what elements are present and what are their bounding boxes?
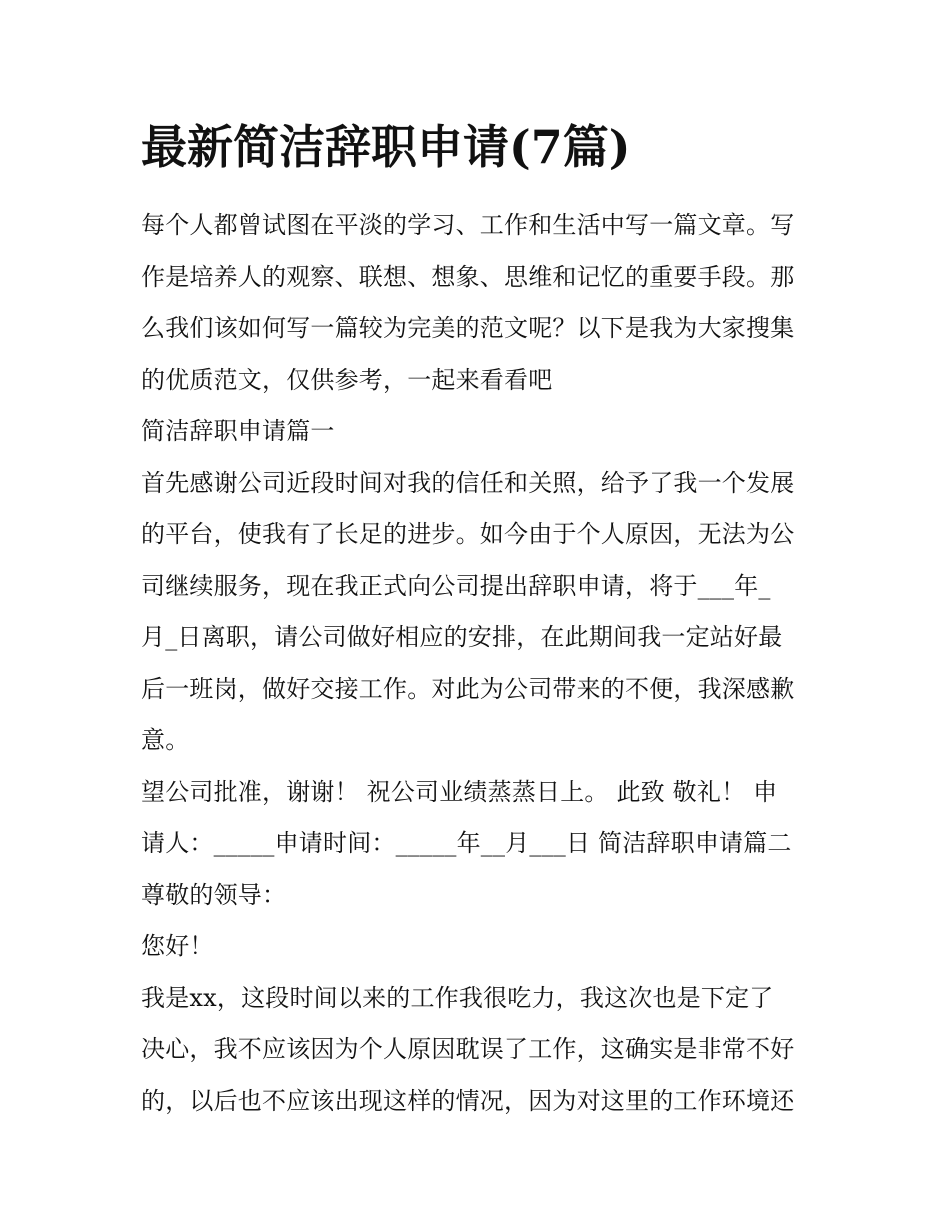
text-line: 的，以后也不应该出现这样的情况，因为对这里的工作环境还: [141, 1086, 795, 1115]
document-body: [141, 200, 821, 1127]
section-heading: 简洁辞职申请篇一: [141, 417, 335, 445]
text-line: 的平台，使我有了长足的进步。如今由于个人原因，无法为公: [141, 520, 795, 548]
document-title: 最新简洁辞职申请(7篇): [141, 120, 631, 174]
text-line: 月_日离职，请公司做好相应的安排，在此期间我一定站好最: [141, 623, 783, 651]
text-line: 首先感谢公司近段时间对我的信任和关照，给予了我一个发展: [141, 468, 795, 497]
text-line: 么我们该如何写一篇较为完美的范文呢？以下是我为大家搜集: [141, 314, 795, 342]
text-line: 每个人都曾试图在平淡的学习、工作和生活中写一篇文章。写: [141, 211, 795, 239]
greeting: 您好！: [141, 932, 214, 960]
text-line: 请人：_____申请时间：_____年__月___日 简洁辞职申请篇二: [141, 829, 792, 857]
salutation: 尊敬的领导：: [141, 880, 287, 909]
text-line: 我是xx，这段时间以来的工作我很吃力，我这次也是下定了: [141, 983, 774, 1012]
document-page: [141, 112, 821, 1127]
text-line: 望公司批准，谢谢！ 祝公司业绩蒸蒸日上。 此致 敬礼！ 申: [141, 777, 778, 806]
text-line: 后一班岗，做好交接工作。对此为公司带来的不便，我深感歉: [141, 674, 795, 703]
text-line: 决心，我不应该因为个人原因耽误了工作，这确实是非常不好: [141, 1035, 795, 1063]
text-line: 司继续服务，现在我正式向公司提出辞职申请，将于___年_: [141, 571, 771, 600]
text-line: 的优质范文，仅供参考，一起来看看吧: [141, 365, 553, 394]
text-line: 意。: [141, 726, 190, 754]
text-line: 作是培养人的观察、联想、想象、思维和记忆的重要手段。那: [141, 262, 795, 291]
